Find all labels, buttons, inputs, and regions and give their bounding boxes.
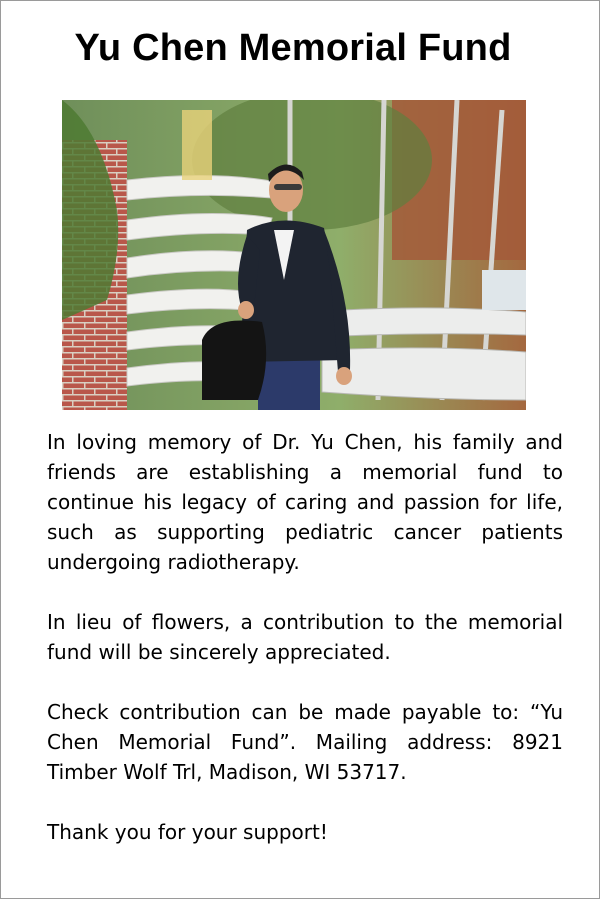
paragraph-mailing-address: Check contribution can be made payable to: “Yu Chen Memorial Fund”. Mailing address: 8921 Timber Wolf Trl, Madison, WI 53717. xyxy=(47,700,563,784)
page-title: Yu Chen Memorial Fund xyxy=(74,27,512,69)
memorial-portrait-photo xyxy=(62,100,526,410)
paragraph-dedication: In loving memory of Dr. Yu Chen, his family and friends are establishing a memorial fund to continue his legacy of caring and passion for life, such as supporting pediatric cancer patients undergoing radiotherapy. xyxy=(47,430,563,574)
memorial-photo xyxy=(62,100,526,410)
paragraph-flowers: In lieu of flowers, a contribution to the memorial fund will be sincerely appreciated. xyxy=(47,610,563,664)
paragraph-thanks: Thank you for your support! xyxy=(47,820,328,844)
message-body xyxy=(47,427,563,877)
